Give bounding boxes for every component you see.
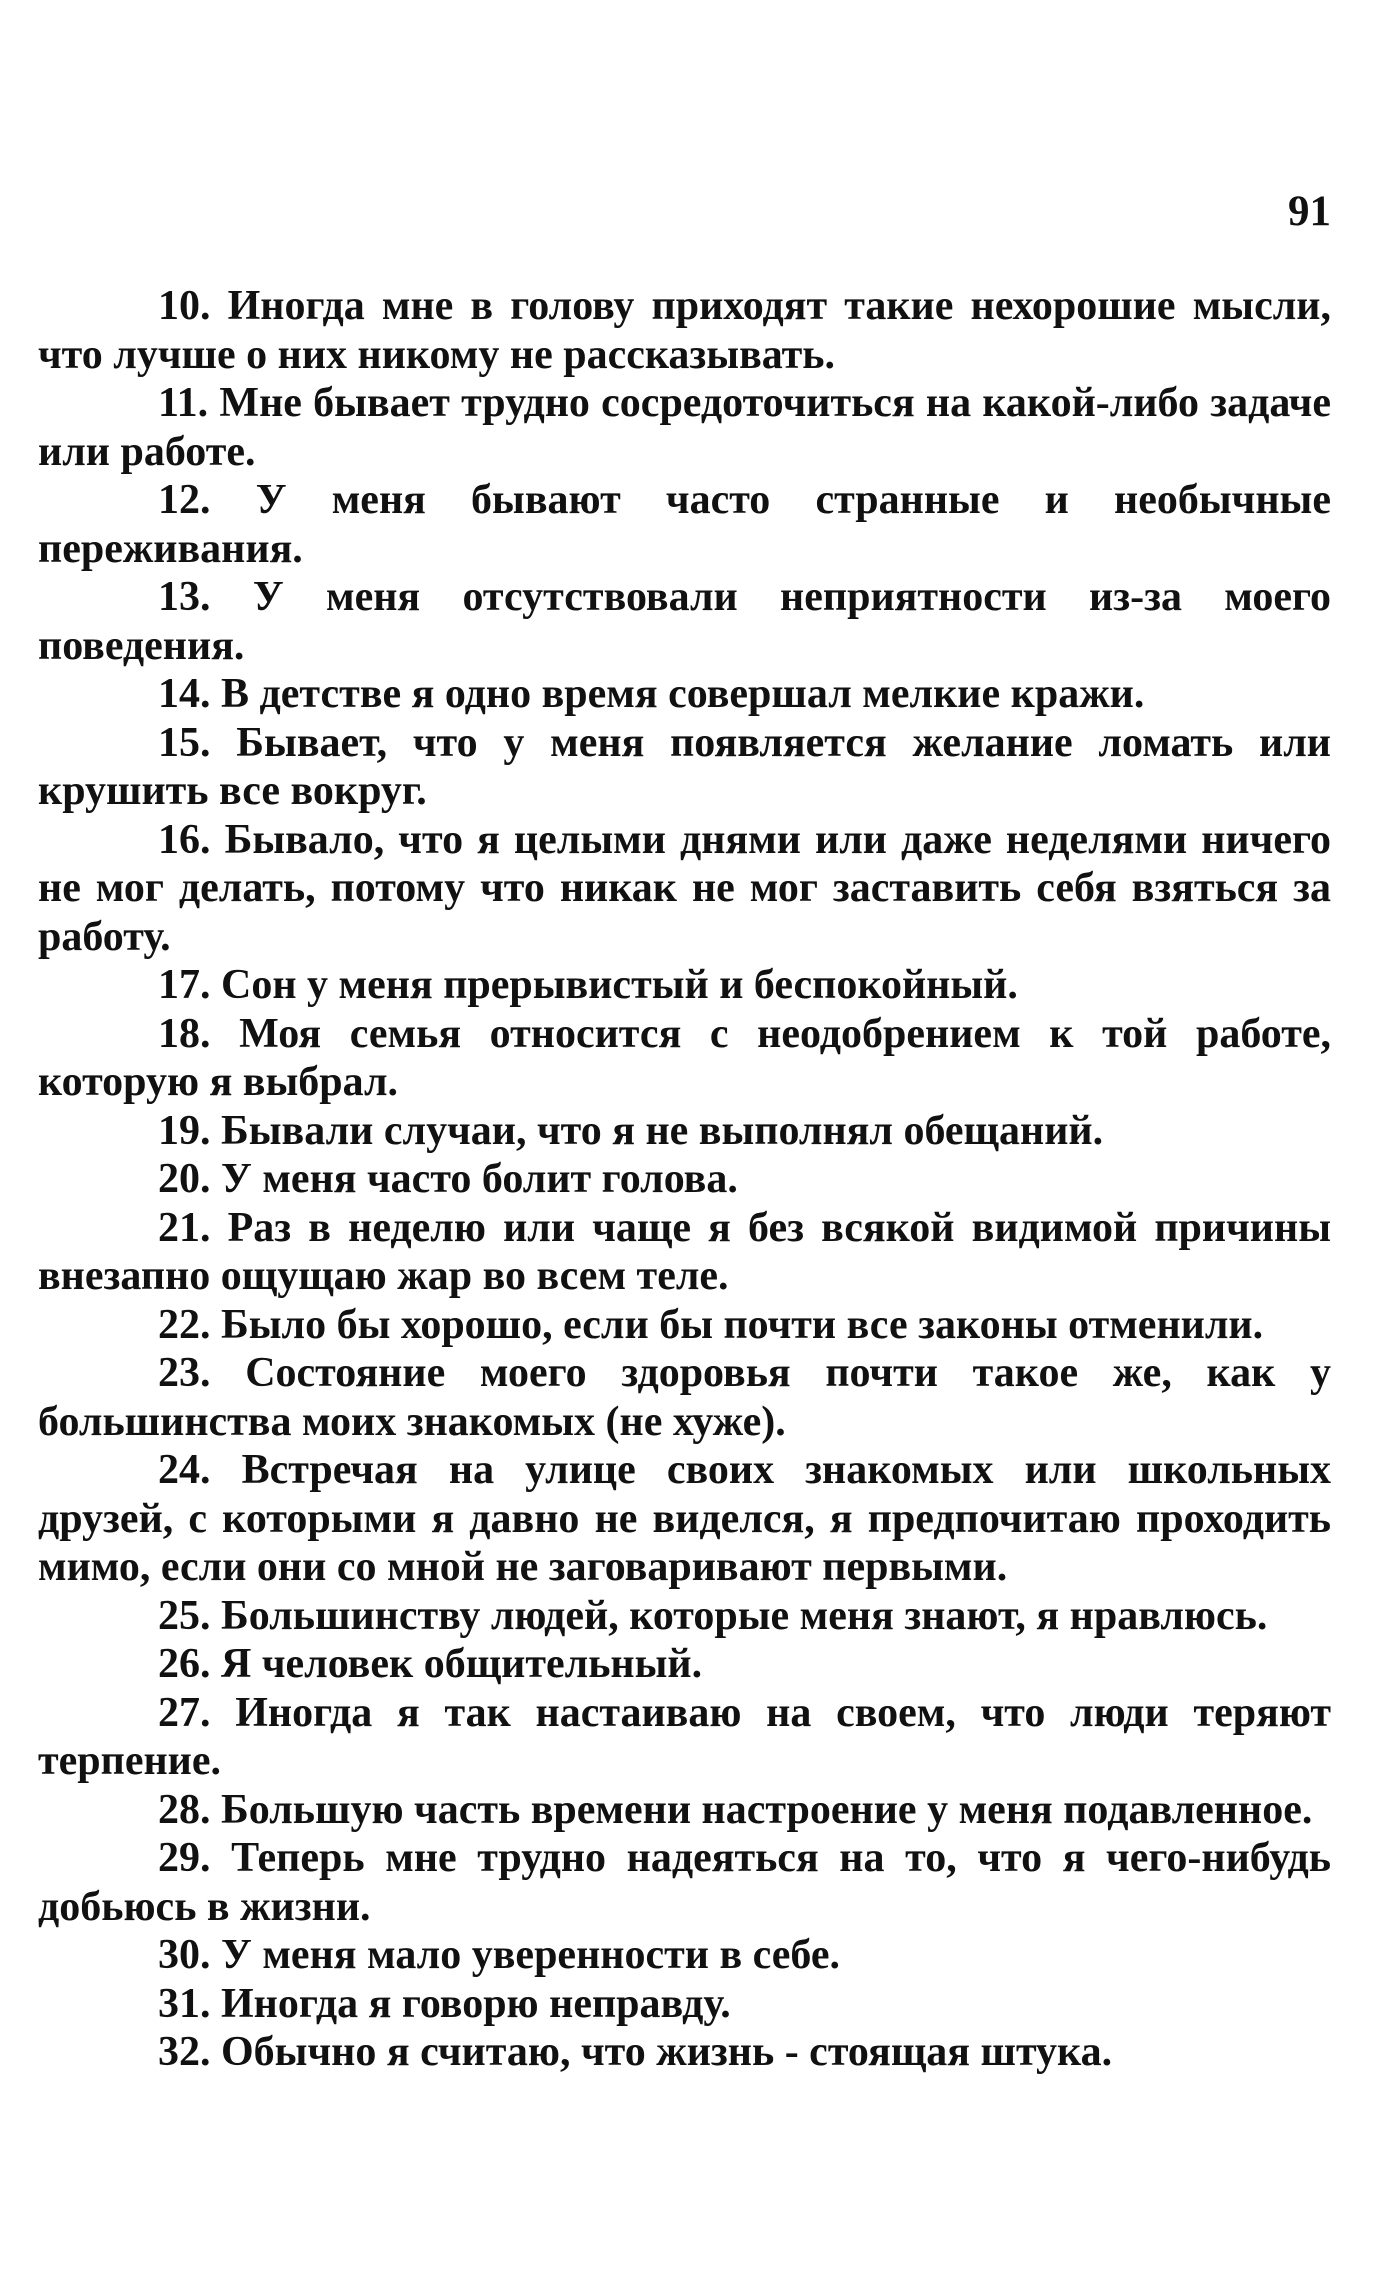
question-item-12: 12. У меня бывают часто странные и необычные переживания. — [38, 477, 1331, 572]
question-item-14: 14. В детстве я одно время совершал мелкие кражи. — [158, 671, 1145, 717]
question-item-28: 28. Большую часть времени настроение у меня подавленное. — [158, 1786, 1313, 1833]
question-item-17: 17. Сон у меня прерывистый и беспокойный. — [158, 962, 1018, 1008]
question-item-11: 11. Мне бывает трудно сосредоточиться на какой-либо задаче или работе. — [38, 380, 1331, 475]
question-item-16: 16. Бывало, что я целыми днями или даже неделями ничего не мог делать, потому что никак не мог заставить себя взяться за работу. — [38, 816, 1331, 960]
question-item-10: 10. Иногда мне в голову приходят такие нехорошие мысли, что лучше о них никому не рассказывать. — [38, 283, 1331, 378]
question-item-23: 23. Состояние моего здоровья почти такое же, как у большинства моих знакомых (не хуже). — [38, 1350, 1331, 1445]
question-item-15: 15. Бывает, что у меня появляется желание ломать или крушить все вокруг. — [38, 719, 1331, 814]
question-item-24: 24. Встречая на улице своих знакомых или школьных друзей, с которыми я давно не виделся, я предпочитаю проходить мимо, если они со мной не заговаривают первыми. — [38, 1447, 1331, 1590]
question-item-32: 32. Обычно я считаю, что жизнь - стоящая штука. — [158, 2029, 1113, 2075]
question-item-22: 22. Было бы хорошо, если бы почти все законы отменили. — [158, 1301, 1264, 1348]
question-item-18: 18. Моя семья относится с неодобрением к той работе, которую я выбрал. — [38, 1010, 1331, 1105]
question-item-19: 19. Бывали случаи, что я не выполнял обещаний. — [158, 1107, 1104, 1154]
question-item-13: 13. У меня отсутствовали неприятности из-за моего поведения. — [38, 574, 1331, 669]
questionnaire-items — [38, 282, 1331, 2077]
question-item-26: 26. Я человек общительный. — [158, 1641, 703, 1687]
question-item-20: 20. У меня часто болит голова. — [158, 1156, 738, 1202]
question-item-21: 21. Раз в неделю или чаще я без всякой видимой причины внезапно ощущаю жар во всем теле. — [38, 1204, 1331, 1299]
question-item-31: 31. Иногда я говорю неправду. — [158, 1980, 731, 2027]
question-item-25: 25. Большинству людей, которые меня знают, я нравлюсь. — [158, 1592, 1268, 1639]
page-number: 91 — [1288, 188, 1331, 235]
question-item-30: 30. У меня мало уверенности в себе. — [158, 1932, 841, 1978]
question-item-27: 27. Иногда я так настаиваю на своем, что люди теряют терпение. — [38, 1689, 1331, 1784]
question-item-29: 29. Теперь мне трудно надеяться на то, что я чего-нибудь добьюсь в жизни. — [38, 1835, 1331, 1930]
